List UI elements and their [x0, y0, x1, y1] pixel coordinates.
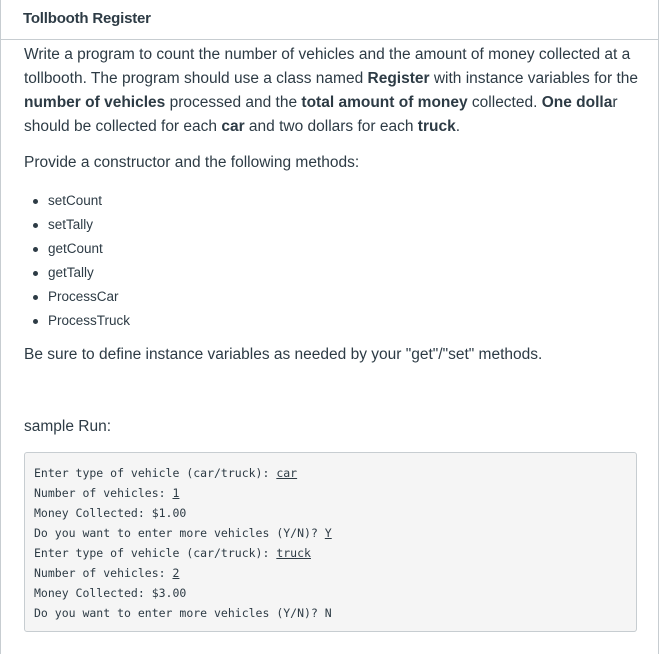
code-prompt: Number of vehicles: — [34, 566, 173, 580]
bold-car: car — [221, 118, 245, 135]
code-user-input: Y — [324, 526, 332, 540]
code-prompt: Enter type of vehicle (car/truck): — [34, 546, 277, 560]
method-list — [24, 189, 130, 333]
intro-paragraph — [24, 43, 644, 139]
bold-vehicles: number of vehicles — [24, 94, 166, 111]
method-name: setCount — [48, 193, 103, 208]
code-prompt: Number of vehicles: — [34, 486, 173, 500]
list-item — [24, 237, 130, 261]
code-line — [34, 483, 636, 503]
code-user-input: 1 — [172, 486, 180, 500]
code-line — [34, 603, 636, 623]
intro-text: with instance variables for the — [429, 70, 639, 87]
code-line — [34, 563, 636, 583]
method-name: setTally — [48, 217, 94, 232]
code-line — [34, 503, 636, 523]
code-output: Money Collected: $1.00 — [34, 506, 187, 520]
provide-paragraph: Provide a constructor and the following methods: — [24, 154, 360, 171]
method-name: getTally — [48, 265, 94, 280]
code-line — [34, 583, 636, 603]
code-line — [34, 463, 636, 483]
bullet-icon — [33, 271, 38, 276]
code-line — [34, 523, 636, 543]
intro-text: Write a program to count the number of vehicles and the amount of money collected at a tollbooth. The program should use a class named — [24, 46, 631, 87]
bold-one-dollar: One dolla — [541, 94, 613, 111]
code-user-input: 2 — [172, 566, 180, 580]
class-name: Register — [367, 70, 430, 87]
page-title: Tollbooth Register — [23, 10, 151, 27]
intro-text: . — [455, 118, 461, 135]
code-user-input: truck — [276, 546, 311, 560]
list-item — [24, 285, 130, 309]
sample-run-code-block — [24, 452, 637, 632]
intro-text: collected. — [467, 94, 542, 111]
code-prompt: Do you want to enter more vehicles (Y/N)? — [34, 526, 325, 540]
list-item — [24, 189, 130, 213]
method-name: ProcessCar — [48, 289, 119, 304]
method-name: getCount — [48, 241, 103, 256]
bullet-icon — [33, 199, 38, 204]
intro-text: processed and the — [165, 94, 302, 111]
intro-text: r should be collected for each — [24, 94, 618, 135]
code-prompt: Do you want to enter more vehicles (Y/N)? N — [34, 606, 332, 620]
code-line — [34, 543, 636, 563]
bullet-icon — [33, 247, 38, 252]
bullet-icon — [33, 319, 38, 324]
bold-truck: truck — [417, 118, 456, 135]
sample-run-label: sample Run: — [24, 418, 112, 435]
page-header — [1, 0, 658, 40]
intro-text: and two dollars for each — [244, 118, 418, 135]
code-prompt: Enter type of vehicle (car/truck): — [34, 466, 277, 480]
bold-money: total amount of money — [301, 94, 468, 111]
code-output: Money Collected: $3.00 — [34, 586, 187, 600]
list-item — [24, 309, 130, 333]
method-name: ProcessTruck — [48, 313, 131, 328]
list-item — [24, 261, 130, 285]
besure-paragraph: Be sure to define instance variables as needed by your "get"/"set" methods. — [24, 346, 543, 363]
bullet-icon — [33, 295, 38, 300]
bullet-icon — [33, 223, 38, 228]
list-item — [24, 213, 130, 237]
code-user-input: car — [276, 466, 298, 480]
